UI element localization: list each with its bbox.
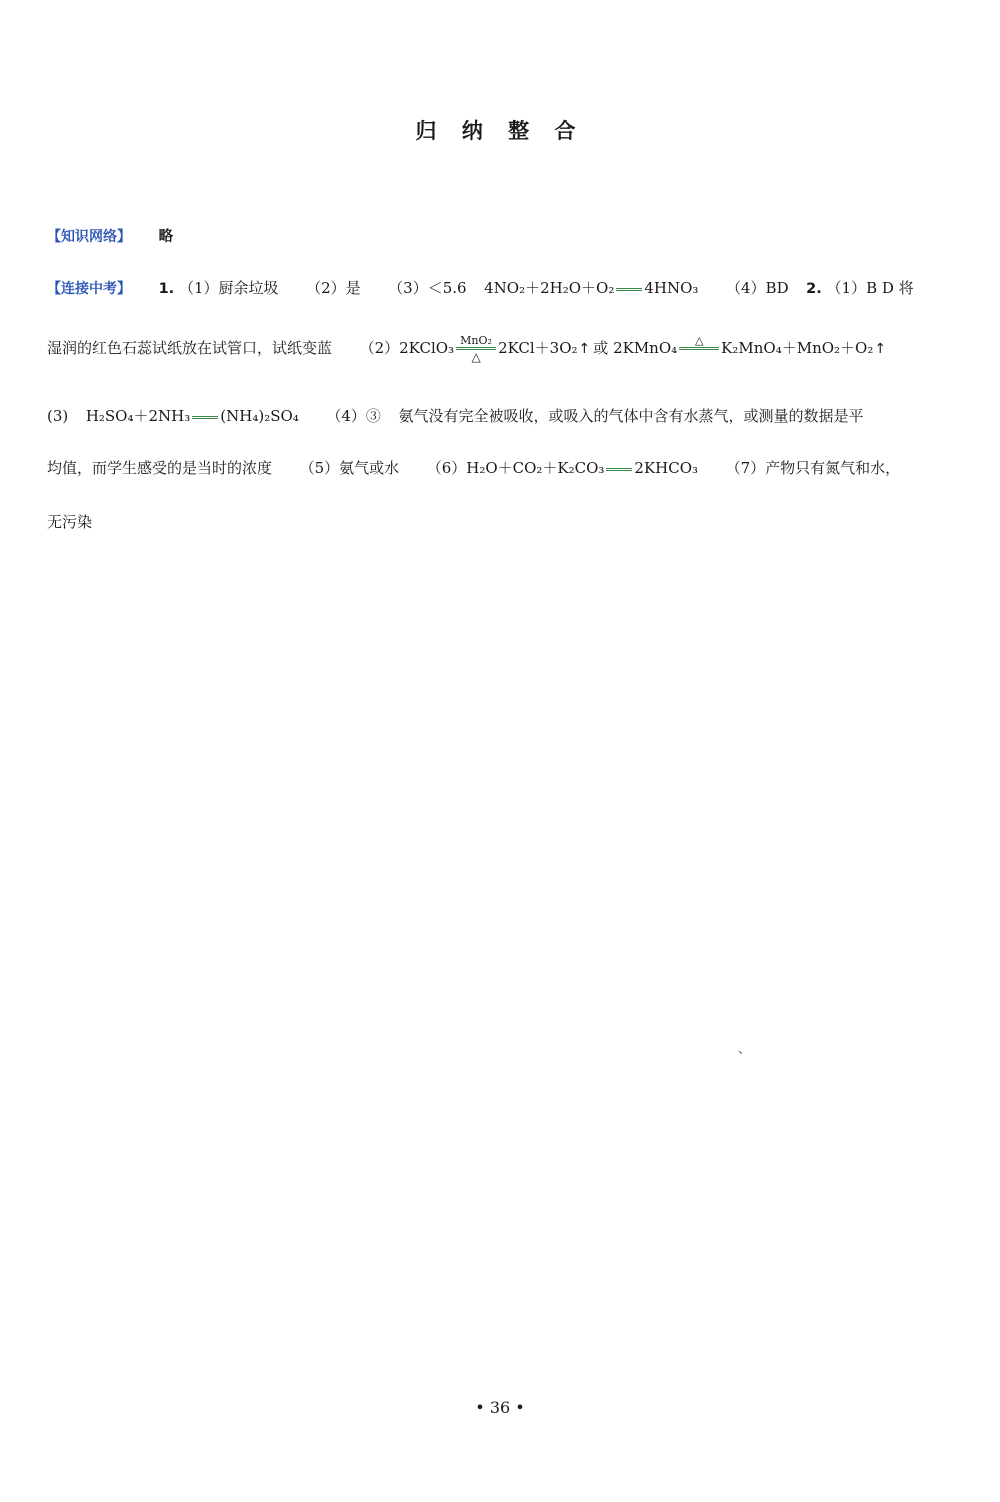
equals-sign [616, 288, 642, 291]
q1-part-1: （1）厨余垃圾 [178, 279, 279, 297]
q2-part-2: （2） [359, 339, 400, 357]
stray-mark: 、 [738, 1042, 752, 1057]
q2-part-1: （1）B D 将 [826, 279, 914, 297]
exam-link-tag: 【连接中考】 [47, 281, 131, 297]
catalyst-label: MnO₂ [460, 334, 492, 347]
q1-part-4: （4）BD [726, 279, 789, 297]
equation-3-rhs: K₂MnO₄＋MnO₂＋O₂ [721, 339, 874, 357]
question-2-number: 2. [806, 281, 822, 297]
q2-part-7: （7）产物只有氮气和水， [725, 459, 901, 477]
equation-2-condition [456, 334, 496, 364]
exam-line-2 [47, 334, 947, 364]
equation-3-lhs: 2KMnO₄ [613, 339, 678, 357]
equation-3-condition [679, 334, 719, 364]
equation-2-rhs: 2KCl＋3O₂ [498, 339, 578, 357]
q2-part-4: （4）③ [326, 407, 381, 425]
q2-part-6: （6） [426, 459, 467, 477]
q2-or: 或 [593, 339, 609, 357]
equals-sign [192, 416, 218, 419]
q1-part-3: （3）＜5.6 [388, 279, 467, 297]
q2-part-4-text: 氨气没有完全被吸收，或吸入的气体中含有水蒸气，或测量的数据是平 [398, 407, 864, 425]
equation-2-lhs: 2KClO₃ [399, 339, 455, 357]
exam-line-5 [47, 510, 947, 534]
equation-4-rhs: (NH₄)₂SO₄ [220, 407, 299, 425]
exam-line-3 [47, 404, 947, 428]
knowledge-network-line [47, 224, 947, 249]
question-1-number: 1. [158, 281, 175, 297]
q1-part-2: （2）是 [306, 279, 361, 297]
exam-line-4 [47, 456, 947, 480]
heat-symbol: △ [694, 334, 704, 347]
gas-arrow-icon: ↑ [578, 341, 591, 357]
exam-line-1 [47, 276, 947, 301]
equation-5-lhs: H₂O＋CO₂＋K₂CO₃ [466, 459, 605, 477]
equation-1-lhs: 4NO₂＋2H₂O＋O₂ [484, 279, 615, 297]
q2-part-3: (3) [47, 407, 69, 425]
equation-1-rhs: 4HNO₃ [644, 279, 699, 297]
equation-4-lhs: H₂SO₄＋2NH₃ [85, 407, 191, 425]
knowledge-network-content: 略 [158, 229, 174, 245]
gas-arrow-icon: ↑ [874, 341, 887, 357]
equation-5-rhs: 2KHCO₃ [634, 459, 699, 477]
q2-part-5: （5）氨气或水 [299, 459, 400, 477]
knowledge-network-tag: 【知识网络】 [47, 229, 131, 245]
page-number: • 36 • [475, 1398, 525, 1417]
q2-part-4-continued: 均值，而学生感受的是当时的浓度 [47, 459, 273, 477]
page-title: 归 纳 整 合 [415, 119, 585, 143]
heat-symbol: △ [471, 350, 481, 364]
q2-part-1-continued: 湿润的红色石蕊试纸放在试管口，试纸变蓝 [47, 339, 333, 357]
q2-part-7-continued: 无污染 [47, 513, 93, 531]
equals-sign [606, 468, 632, 471]
